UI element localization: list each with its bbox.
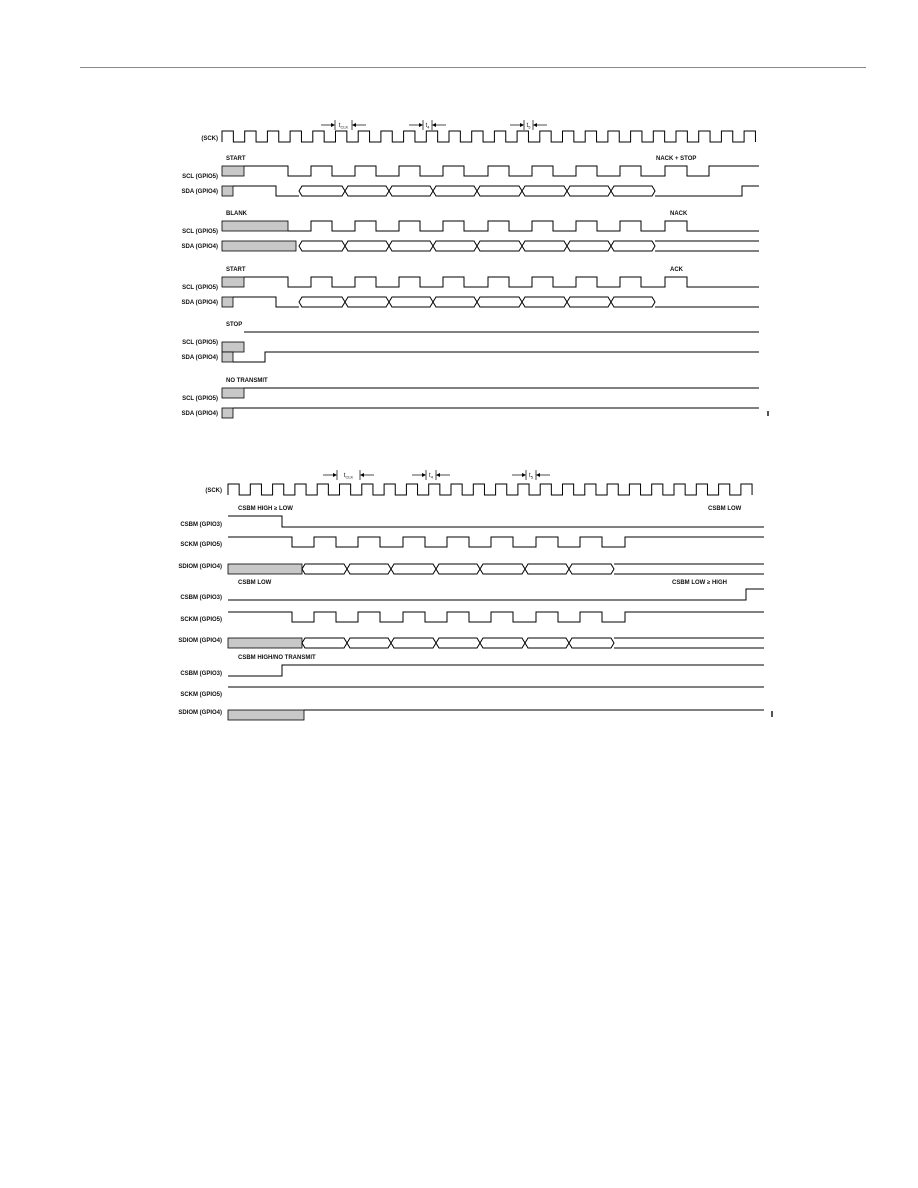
tclk-marker-label-subscript: CLK [345, 474, 354, 480]
signal-group-start_ack [182, 267, 759, 307]
i2c-timing-diagram [182, 120, 769, 418]
sda-row-label: SDA (GPIO4) [181, 300, 218, 306]
tclk-marker-arrowhead-left [333, 473, 337, 477]
t5-marker-arrowhead-left [520, 123, 524, 127]
figure-id-mark [767, 411, 769, 416]
data-bit-1 [347, 638, 391, 648]
sda-waveform [233, 297, 299, 307]
data-bit-6 [567, 241, 611, 251]
t4-marker-arrowhead-right [436, 473, 440, 477]
data-bit-0 [299, 297, 345, 307]
undefined-state-shade [228, 564, 302, 574]
sck-row-label: SCKM (GPIO5) [180, 617, 222, 623]
sck-row-label: SCKM (GPIO5) [180, 542, 222, 548]
figure-id-mark [771, 711, 773, 717]
data-bit-0 [302, 564, 347, 574]
row-annotation: START [226, 156, 246, 162]
data-bit-1 [345, 241, 389, 251]
t4-marker-label: $t_4$ [425, 123, 430, 130]
data-bit-0 [299, 241, 345, 251]
sdi-row-label: SDIOM (GPIO4) [178, 638, 222, 644]
scl-row-label: SCL (GPIO5) [182, 174, 218, 180]
sda-row-label: SDA (GPIO4) [181, 244, 218, 250]
scl-waveform [244, 166, 759, 176]
row-annotation: NO TRANSMIT [226, 378, 268, 384]
sck-row-label: SCKM (GPIO5) [180, 692, 222, 698]
t5-marker-arrowhead-left [522, 473, 526, 477]
t4-marker-label: $t_4$ [429, 473, 433, 480]
data-bit-2 [391, 638, 436, 648]
undefined-state-shade [222, 408, 233, 418]
scl-row-label: SCL (GPIO5) [182, 285, 218, 291]
data-bit-4 [477, 297, 522, 307]
undefined-state-shade [222, 297, 233, 307]
sda-row-label: SDA (GPIO4) [181, 411, 218, 417]
data-bit-1 [347, 564, 391, 574]
cs-waveform [228, 516, 764, 527]
data-bit-1 [345, 297, 389, 307]
t5-marker-label-subscript: 5 [528, 124, 531, 130]
data-bit-3 [436, 638, 480, 648]
cs-row-label: CSBM (GPIO3) [180, 671, 222, 677]
data-bit-3 [436, 564, 480, 574]
row-annotation: STOP [226, 322, 243, 328]
undefined-state-shade [222, 277, 244, 287]
t5-marker-arrowhead-right [533, 123, 537, 127]
signal-group-high_no_transmit [178, 655, 764, 720]
data-bit-5 [525, 564, 569, 574]
data-bit-5 [525, 638, 569, 648]
scl-row-label: SCL (GPIO5) [182, 340, 218, 346]
t4-marker-label-subscript: 4 [427, 124, 430, 130]
row-annotation: CSBM LOW [238, 580, 272, 586]
data-bit-6 [569, 564, 614, 574]
clock-waveform [222, 131, 755, 142]
tclk-marker-label: $t_{CLK}$ [338, 123, 349, 130]
data-bit-4 [477, 186, 522, 196]
row-annotation-right: ACK [670, 267, 683, 273]
sda-waveform [233, 352, 759, 362]
t5-marker-label: $t_5$ [529, 473, 533, 480]
data-bit-5 [522, 241, 567, 251]
data-bit-5 [522, 186, 567, 196]
signal-group-start_nack_stop [182, 156, 759, 196]
undefined-state-shade [228, 638, 302, 648]
sda-waveform-tail [655, 186, 759, 196]
sda-waveform [233, 186, 299, 196]
data-bit-0 [299, 186, 345, 196]
row-annotation-right: CSBM LOW [708, 506, 742, 512]
tclk-marker-arrowhead-right [352, 123, 356, 127]
scl-waveform [244, 277, 759, 287]
data-bit-1 [345, 186, 389, 196]
data-bit-6 [567, 186, 611, 196]
data-bit-7 [611, 186, 655, 196]
undefined-state-shade [222, 388, 244, 398]
undefined-state-shade [222, 166, 244, 176]
cs-waveform [228, 589, 764, 600]
undefined-state-shade [222, 241, 296, 251]
sck-waveform [228, 612, 764, 622]
t5-marker-label-subscript: 5 [530, 474, 533, 480]
row-annotation: BLANK [226, 211, 247, 217]
data-bit-3 [433, 297, 477, 307]
tclk-marker-label: $t_{CLK}$ [343, 473, 354, 480]
cs-waveform [228, 665, 764, 676]
data-bit-6 [567, 297, 611, 307]
row-annotation-right: CSBM LOW ≥ HIGH [672, 580, 727, 586]
undefined-state-shade [228, 710, 304, 720]
clock-label: (SCK) [205, 488, 222, 494]
data-bit-2 [391, 564, 436, 574]
signal-group-no_transmit [182, 378, 759, 418]
undefined-state-shade [222, 342, 244, 352]
tclk-marker-label-subscript: CLK [340, 124, 349, 130]
scl-row-label: SCL (GPIO5) [182, 229, 218, 235]
data-bit-0 [302, 638, 347, 648]
undefined-state-shade [222, 221, 288, 231]
cs-row-label: CSBM (GPIO3) [180, 522, 222, 528]
t5-marker-arrowhead-right [536, 473, 540, 477]
data-bit-3 [433, 241, 477, 251]
t4-marker-arrowhead-right [432, 123, 436, 127]
row-annotation: CSBM HIGH ≥ LOW [238, 506, 293, 512]
data-bit-2 [389, 241, 433, 251]
row-annotation-right: NACK + STOP [656, 156, 697, 162]
data-bit-4 [480, 564, 525, 574]
sdi-row-label: SDIOM (GPIO4) [178, 710, 222, 716]
data-bit-6 [569, 638, 614, 648]
tclk-marker-arrowhead-left [331, 123, 335, 127]
data-bit-4 [477, 241, 522, 251]
row-annotation: CSBM HIGH/NO TRANSMIT [238, 655, 316, 661]
data-bit-7 [611, 297, 655, 307]
t5-marker-label: $t_5$ [526, 123, 531, 130]
undefined-state-shade [222, 186, 233, 196]
clock-label: (SCK) [201, 136, 218, 142]
row-annotation: START [226, 267, 246, 273]
undefined-state-shade [222, 352, 233, 362]
data-bit-5 [522, 297, 567, 307]
sdi-row-label: SDIOM (GPIO4) [178, 564, 222, 570]
data-bit-3 [433, 186, 477, 196]
tclk-marker-arrowhead-right [360, 473, 364, 477]
t4-marker-arrowhead-left [419, 123, 423, 127]
data-bit-2 [389, 186, 433, 196]
data-bit-7 [611, 241, 655, 251]
signal-group-blank_nack [182, 211, 759, 251]
signal-group-low_to_high [178, 580, 764, 648]
data-bit-2 [389, 297, 433, 307]
cs-row-label: CSBM (GPIO3) [180, 595, 222, 601]
data-bit-4 [480, 638, 525, 648]
signal-group-stop [182, 322, 759, 362]
clock-waveform [228, 484, 752, 495]
scl-waveform [288, 221, 759, 231]
sda-row-label: SDA (GPIO4) [181, 189, 218, 195]
sda-row-label: SDA (GPIO4) [181, 355, 218, 361]
sck-waveform [228, 537, 764, 547]
t4-marker-label-subscript: 4 [430, 474, 433, 480]
signal-group-high_to_low [178, 506, 764, 574]
row-annotation-right: NACK [670, 211, 688, 217]
spi-timing-diagram [178, 470, 773, 720]
t4-marker-arrowhead-left [422, 473, 426, 477]
scl-row-label: SCL (GPIO5) [182, 396, 218, 402]
